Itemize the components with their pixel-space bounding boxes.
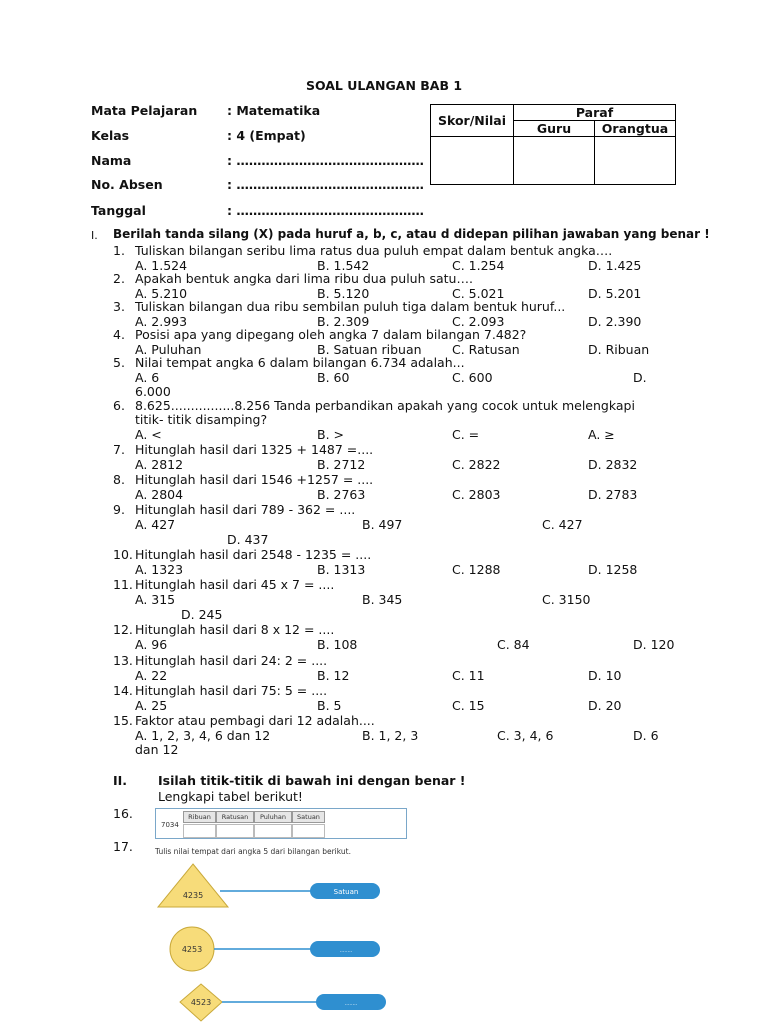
question-number: 8.: [113, 472, 125, 487]
option-d[interactable]: D.: [633, 370, 647, 385]
option-b[interactable]: B. 2.309: [317, 314, 370, 329]
option-b[interactable]: B. 108: [317, 637, 358, 652]
option-c[interactable]: C. =: [452, 427, 480, 442]
option-c[interactable]: C. 600: [452, 370, 493, 385]
value-name: : ………………………………………: [227, 153, 424, 168]
option-d[interactable]: D. 5.201: [588, 286, 642, 301]
option-c[interactable]: C. 2803: [452, 487, 501, 502]
option-b[interactable]: B. >: [317, 427, 344, 442]
option-c[interactable]: C. 1288: [452, 562, 501, 577]
diamond-number: 4523: [190, 998, 212, 1007]
option-a[interactable]: A. Puluhan: [135, 342, 202, 357]
question-number: 7.: [113, 442, 125, 457]
q16-number: 16.: [113, 806, 133, 821]
option-a[interactable]: A. 315: [135, 592, 176, 607]
question-text: Nilai tempat angka 6 dalam bilangan 6.734 adalah...: [135, 355, 465, 370]
pill-label-1: Satuan: [333, 888, 359, 896]
question-number: 13.: [113, 653, 133, 668]
question-number: 5.: [113, 355, 125, 370]
option-a[interactable]: A. 1.524: [135, 258, 188, 273]
option-d-continued: 6.000: [135, 384, 171, 399]
label-date: Tanggal: [91, 203, 146, 218]
label-subject: Mata Pelajaran: [91, 103, 198, 118]
option-d[interactable]: D. 2783: [588, 487, 638, 502]
question-number: 11.: [113, 577, 133, 592]
section2-sub: Lengkapi tabel berikut!: [158, 789, 303, 804]
option-a[interactable]: A. 6: [135, 370, 160, 385]
option-d[interactable]: D. Ribuan: [588, 342, 650, 357]
guru-cell[interactable]: [514, 137, 595, 185]
col-satuan: Satuan: [292, 811, 325, 823]
option-d[interactable]: D. 120: [633, 637, 675, 652]
page-title: SOAL ULANGAN BAB 1: [305, 78, 463, 93]
question-number: 2.: [113, 271, 125, 286]
option-b[interactable]: B. 5.120: [317, 286, 370, 301]
option-d[interactable]: D. 10: [588, 668, 622, 683]
question-number: 3.: [113, 299, 125, 314]
q16-number-value: 7034: [161, 821, 179, 829]
option-b[interactable]: B. 1.542: [317, 258, 370, 273]
section1-num: I.: [91, 229, 98, 242]
option-d[interactable]: D. 1258: [588, 562, 638, 577]
label-class: Kelas: [91, 128, 130, 143]
triangle-number: 4235: [182, 891, 204, 900]
option-c[interactable]: C. 2822: [452, 457, 501, 472]
option-a[interactable]: A. 427: [135, 517, 176, 532]
col-ribuan: Ribuan: [183, 811, 216, 823]
option-a[interactable]: A. 2.993: [135, 314, 188, 329]
score-header: Skor/Nilai: [431, 105, 514, 137]
option-c[interactable]: C. Ratusan: [452, 342, 520, 357]
option-d[interactable]: D. 2832: [588, 457, 638, 472]
option-d[interactable]: D. 437: [227, 532, 269, 547]
option-c[interactable]: C. 2.093: [452, 314, 505, 329]
question-text: Hitunglah hasil dari 45 x 7 = ....: [135, 577, 335, 592]
option-b[interactable]: B. 5: [317, 698, 342, 713]
question-text: Hitunglah hasil dari 1546 +1257 = ....: [135, 472, 374, 487]
option-c[interactable]: C. 3150: [542, 592, 591, 607]
question-text-continued: titik- titik disamping?: [135, 412, 268, 427]
question-number: 4.: [113, 327, 125, 342]
q17-number: 17.: [113, 839, 133, 854]
label-absen: No. Absen: [91, 177, 163, 192]
option-d[interactable]: D. 6: [633, 728, 659, 743]
guru-header: Guru: [514, 121, 595, 137]
question-text: Apakah bentuk angka dari lima ribu dua puluh satu….: [135, 271, 473, 286]
question-number: 9.: [113, 502, 125, 517]
option-a[interactable]: A. 2804: [135, 487, 184, 502]
option-b[interactable]: B. 1, 2, 3: [362, 728, 419, 743]
option-a[interactable]: A. 25: [135, 698, 168, 713]
option-c[interactable]: C. 5.021: [452, 286, 505, 301]
paraf-header: Paraf: [514, 105, 676, 121]
question-text: Hitunglah hasil dari 1325 + 1487 =....: [135, 442, 374, 457]
answer-ratusan[interactable]: [216, 824, 254, 838]
question-number: 15.: [113, 713, 133, 728]
option-b[interactable]: B. 1313: [317, 562, 366, 577]
value-subject: : Matematika: [227, 103, 321, 118]
question-text: Hitunglah hasil dari 24: 2 = ....: [135, 653, 328, 668]
option-c[interactable]: C. 15: [452, 698, 485, 713]
option-b[interactable]: B. Satuan ribuan: [317, 342, 422, 357]
question-text: Hitunglah hasil dari 75: 5 = ....: [135, 683, 328, 698]
score-cell[interactable]: [431, 137, 514, 185]
option-b[interactable]: B. 2763: [317, 487, 366, 502]
option-a[interactable]: A. <: [135, 427, 162, 442]
value-class: : 4 (Empat): [227, 128, 306, 143]
q16-answer-row: [183, 824, 325, 838]
option-c[interactable]: C. 427: [542, 517, 583, 532]
question-number: 12.: [113, 622, 133, 637]
question-text: Posisi apa yang dipegang oleh angka 7 dalam bilangan 7.482?: [135, 327, 527, 342]
q16-table-frame: [155, 808, 407, 839]
value-date: : ………………………………………: [227, 203, 424, 218]
q17-diagram: [150, 860, 410, 1024]
answer-ribuan[interactable]: [183, 824, 216, 838]
answer-puluhan[interactable]: [254, 824, 292, 838]
option-c[interactable]: C. 11: [452, 668, 485, 683]
question-number: 1.: [113, 243, 125, 258]
question-text: Hitunglah hasil dari 789 - 362 = ....: [135, 502, 356, 517]
question-number: 10.: [113, 547, 133, 562]
option-b[interactable]: B. 497: [362, 517, 403, 532]
option-c[interactable]: C. 1.254: [452, 258, 505, 273]
option-c[interactable]: C. 84: [497, 637, 530, 652]
question-text: 8.625................8.256 Tanda perbandikan apakah yang cocok untuk melengkapi: [135, 398, 635, 413]
option-a[interactable]: A. 5.210: [135, 286, 188, 301]
triangle-shape: [158, 864, 228, 907]
question-text: Hitunglah hasil dari 8 x 12 = ....: [135, 622, 335, 637]
option-a[interactable]: A. 96: [135, 637, 168, 652]
option-d[interactable]: A. ≥: [588, 427, 615, 442]
value-absen: : ………………………………………: [227, 177, 424, 192]
col-ratusan: Ratusan: [216, 811, 254, 823]
option-b[interactable]: B. 12: [317, 668, 350, 683]
circle-number: 4253: [181, 945, 203, 954]
option-c[interactable]: C. 3, 4, 6: [497, 728, 554, 743]
option-b[interactable]: B. 2712: [317, 457, 366, 472]
option-b[interactable]: B. 345: [362, 592, 403, 607]
section2-num: II.: [113, 773, 128, 788]
answer-satuan[interactable]: [292, 824, 325, 838]
option-d[interactable]: D. 2.390: [588, 314, 642, 329]
option-d-continued: dan 12: [135, 742, 179, 757]
option-b[interactable]: B. 60: [317, 370, 350, 385]
option-d[interactable]: D. 1.425: [588, 258, 642, 273]
score-table: [430, 104, 676, 185]
option-a[interactable]: A. 1323: [135, 562, 184, 577]
question-text: Faktor atau pembagi dari 12 adalah....: [135, 713, 375, 728]
option-a[interactable]: A. 22: [135, 668, 168, 683]
option-a[interactable]: A. 2812: [135, 457, 184, 472]
col-puluhan: Puluhan: [254, 811, 292, 823]
question-text: Tuliskan bilangan dua ribu sembilan puluh tiga dalam bentuk huruf...: [135, 299, 566, 314]
option-d[interactable]: D. 245: [181, 607, 223, 622]
q16-place-table: [183, 811, 325, 823]
section2-instruction: Isilah titik-titik di bawah ini dengan benar !: [158, 773, 466, 788]
question-number: 6.: [113, 398, 125, 413]
section1-instruction: Berilah tanda silang (X) pada huruf a, b, c, atau d didepan pilihan jawaban yang benar !: [113, 227, 710, 241]
orangtua-cell[interactable]: [595, 137, 676, 185]
option-a[interactable]: A. 1, 2, 3, 4, 6 dan 12: [135, 728, 271, 743]
orangtua-header: Orangtua: [595, 121, 676, 137]
question-number: 14.: [113, 683, 133, 698]
question-text: Hitunglah hasil dari 2548 - 1235 = ....: [135, 547, 372, 562]
pill-label-3: ........: [344, 1001, 358, 1007]
option-d[interactable]: D. 20: [588, 698, 622, 713]
label-name: Nama: [91, 153, 132, 168]
q17-caption: Tulis nilai tempat dari angka 5 dari bilangan berikut.: [155, 847, 351, 856]
question-text: Tuliskan bilangan seribu lima ratus dua puluh empat dalam bentuk angka….: [135, 243, 613, 258]
pill-label-2: ........: [339, 948, 353, 954]
